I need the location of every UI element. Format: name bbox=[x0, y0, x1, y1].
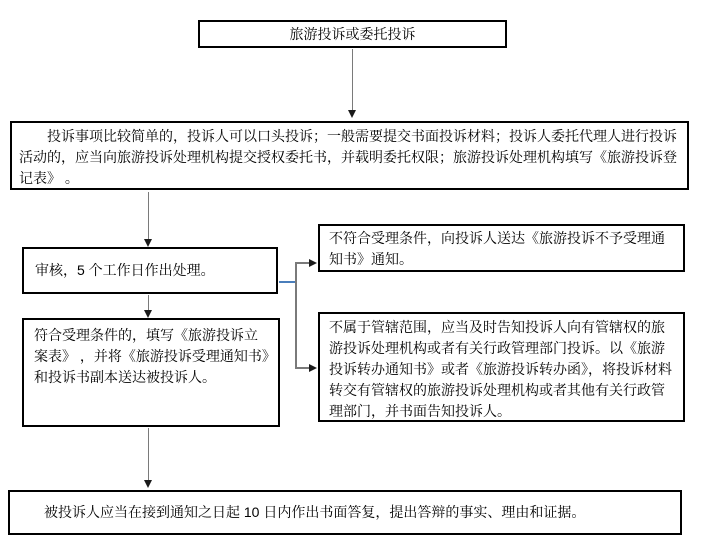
branch-to-transfer-head bbox=[309, 364, 317, 372]
branch-vertical-line bbox=[295, 263, 297, 369]
node-accept-case-label: 符合受理条件的，填写《旅游投诉立案表》 ，并将《旅游投诉受理通知书》和投诉书副本送达被投诉人。 bbox=[34, 327, 269, 385]
node-accept-case bbox=[22, 318, 280, 427]
node-respondent-reply bbox=[8, 490, 682, 535]
arrow-intake-to-review-line bbox=[148, 192, 149, 239]
arrow-accept-to-reply-head bbox=[144, 480, 152, 488]
node-intake-requirements-label: 投诉事项比较简单的，投诉人可以口头投诉；一般需要提交书面投诉材料；投诉人委托代理人进行投诉活动的，应当向旅游投诉处理机构提交授权委托书，并载明委托权限；旅游投诉处理机构填写《旅游投诉登记表》 。 bbox=[19, 128, 677, 186]
arrow-start-to-intake-line bbox=[352, 49, 353, 110]
node-transfer-jurisdiction-label: 不属于管辖范围，应当及时告知投诉人向有管辖权的旅游投诉处理机构或者有关行政管理部门投诉。以《旅游投诉转办通知书》或者《旅游投诉转办函》，将投诉材料转交有管辖权的旅游投诉处理机构或者其他有关行政管理部门，并书面告知投诉人。 bbox=[329, 319, 672, 419]
arrow-intake-to-review-head bbox=[144, 239, 152, 247]
node-respondent-reply-label: 被投诉人应当在接到通知之日起 10 日内作出书面答复，提出答辩的事实、理由和证据。 bbox=[44, 504, 586, 520]
node-reject-notice bbox=[318, 224, 685, 272]
arrow-accept-to-reply-line bbox=[148, 428, 149, 480]
node-transfer-jurisdiction bbox=[318, 312, 685, 422]
branch-to-reject-line bbox=[295, 262, 310, 264]
arrow-start-to-intake-head bbox=[348, 110, 356, 118]
node-review bbox=[22, 247, 278, 294]
node-reject-notice-label: 不符合受理条件，向投诉人送达《旅游投诉不予受理通知书》通知。 bbox=[329, 230, 665, 267]
arrow-review-to-accept-line bbox=[148, 295, 149, 310]
branch-stub-line bbox=[279, 281, 296, 283]
node-complaint-start-label: 旅游投诉或委托投诉 bbox=[289, 25, 416, 42]
node-complaint-start bbox=[198, 20, 507, 48]
node-intake-requirements bbox=[10, 121, 689, 190]
branch-to-transfer-line bbox=[295, 367, 310, 369]
node-review-label: 审核，5 个工作日作出处理。 bbox=[35, 262, 215, 278]
arrow-review-to-accept-head bbox=[144, 310, 152, 318]
branch-to-reject-head bbox=[309, 259, 317, 267]
